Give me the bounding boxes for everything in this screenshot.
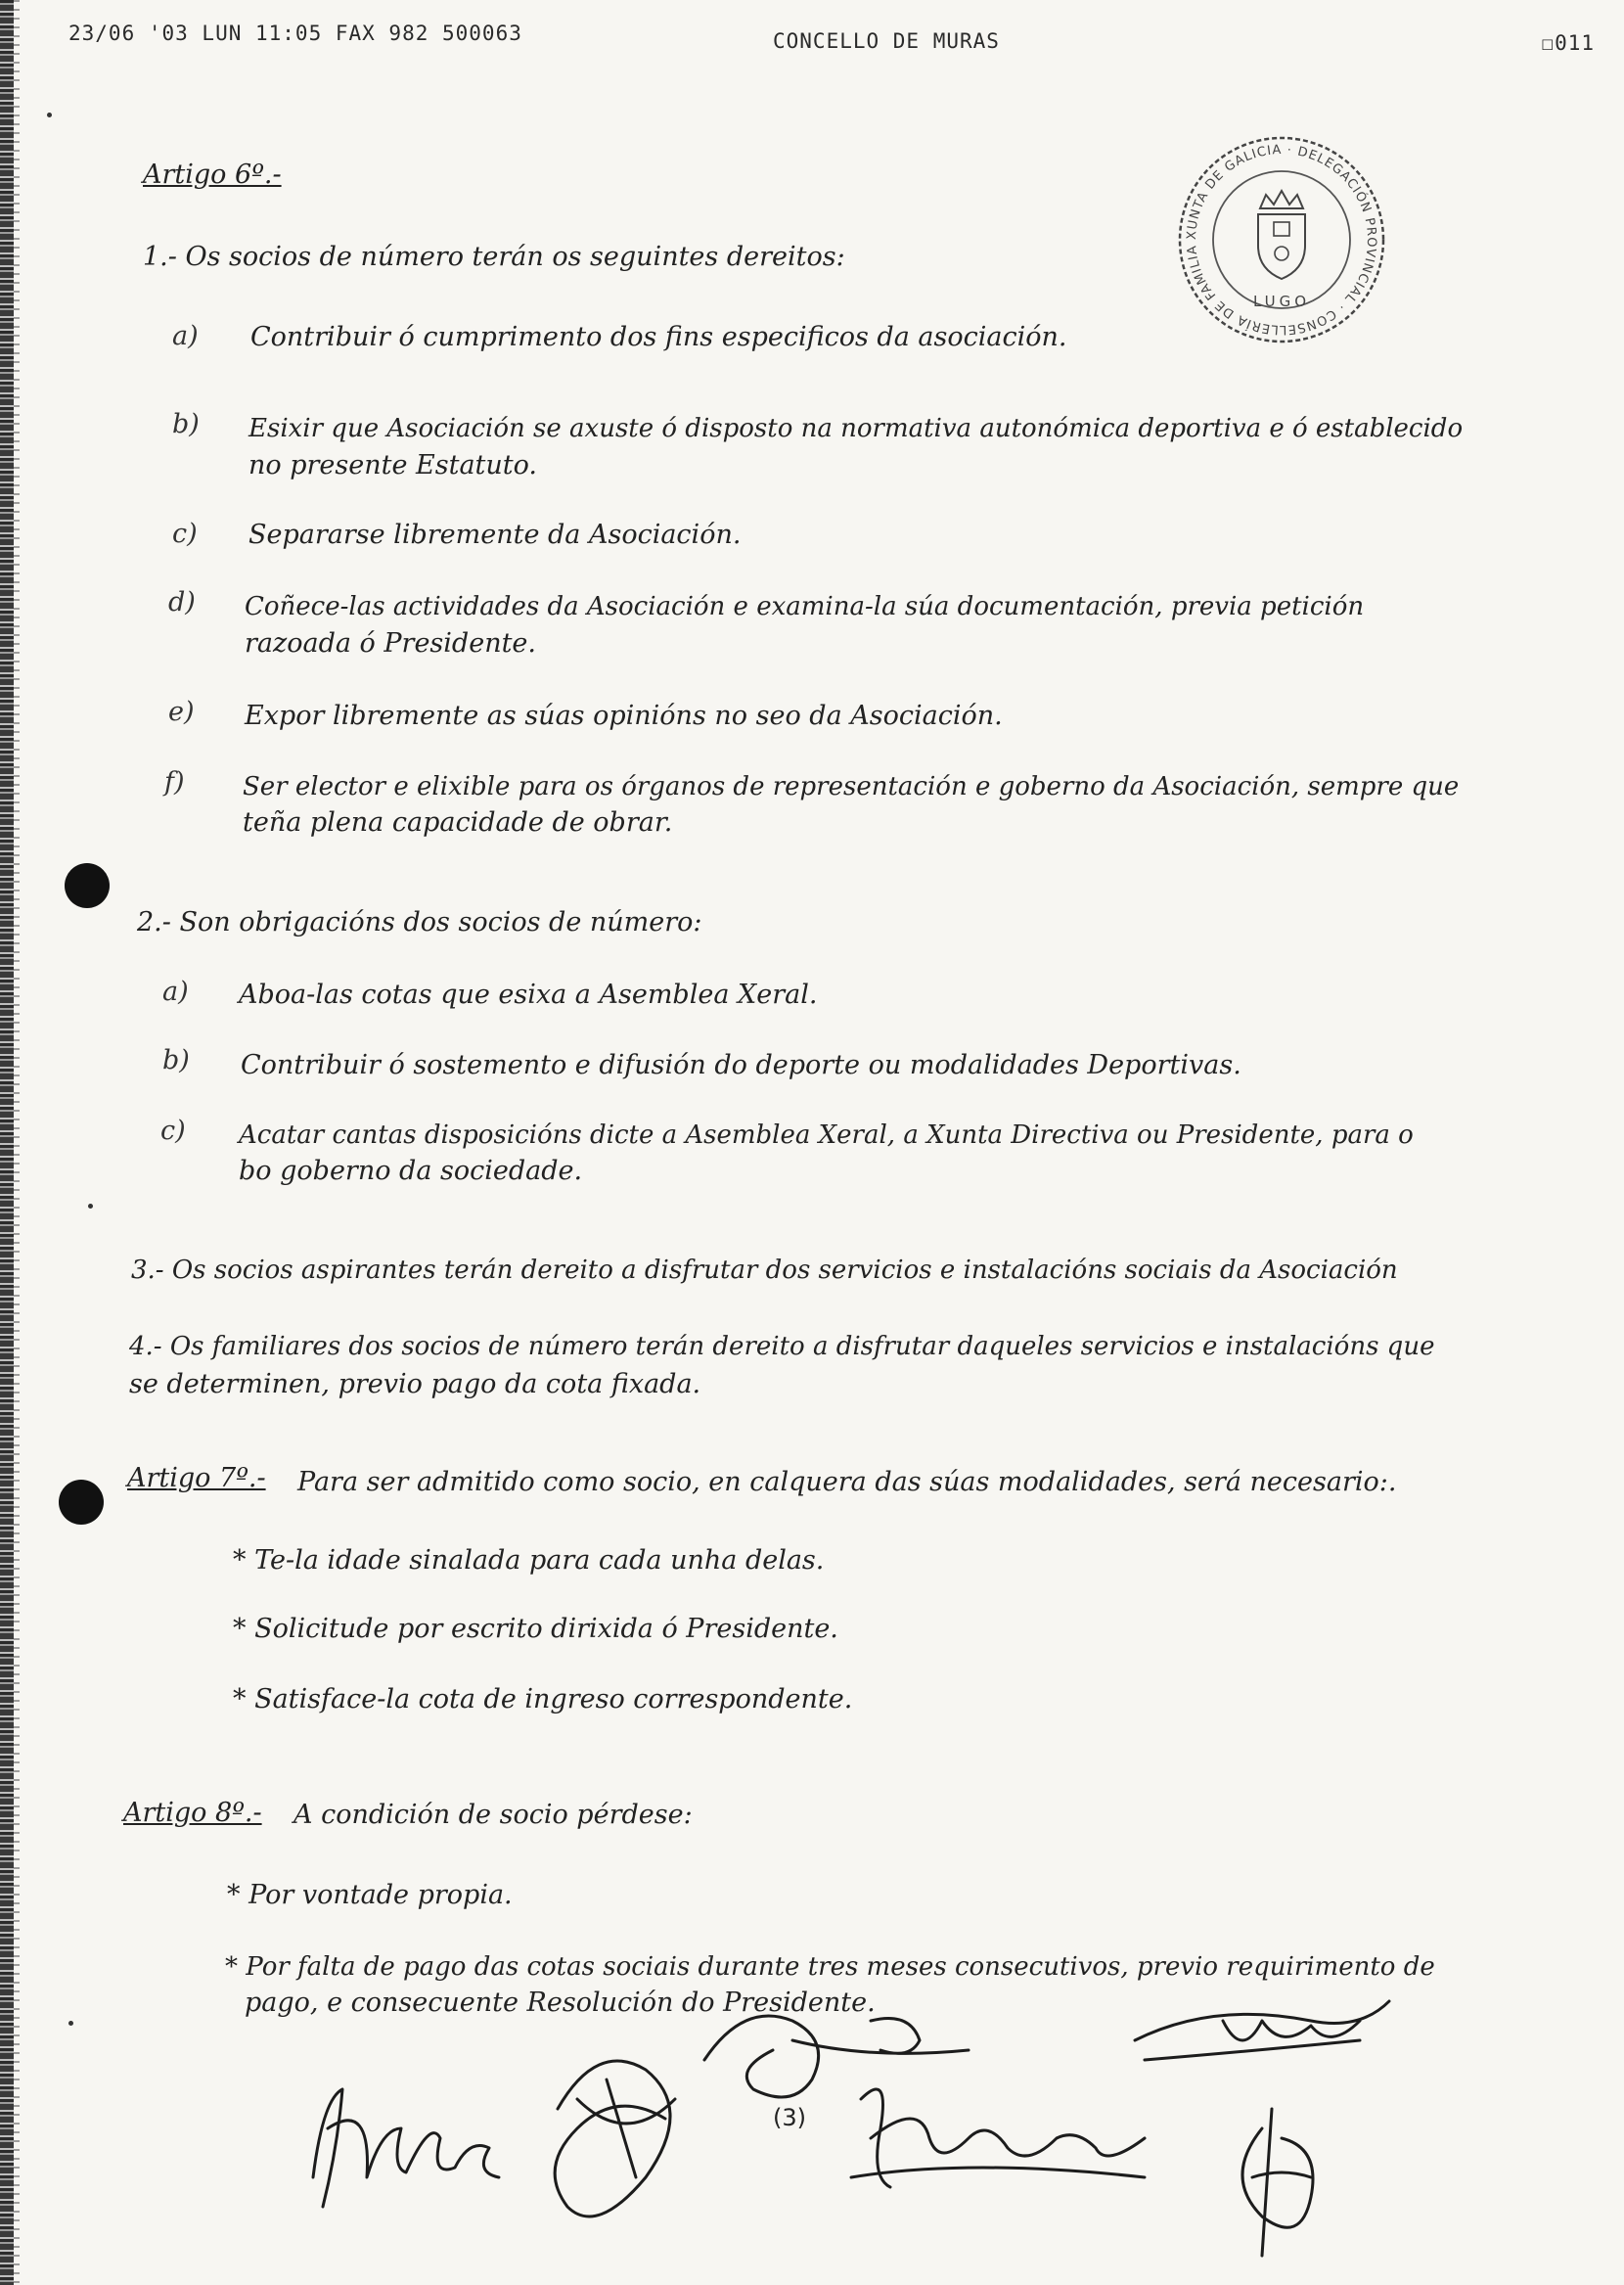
section-2-title: 2.- Son obrigacións dos socios de número: — [137, 907, 702, 937]
article-7-item: * Te-la idade sinalada para cada unha delas. — [233, 1545, 825, 1576]
right-f-line-2: teña plena capacidade de obrar. — [243, 807, 673, 838]
article-8-item: * Por falta de pago das cotas sociais durante tres meses consecutivos, previo requirimento de — [225, 1952, 1435, 1982]
signature-1 — [313, 2089, 499, 2207]
article-7-item: * Satisface-la cota de ingreso correspondente. — [233, 1684, 853, 1714]
obligation-b-line-1: Contribuir ó sostemento e difusión do deporte ou modalidades Deportivas. — [241, 1050, 1241, 1080]
item-marker: d) — [168, 587, 196, 617]
obligation-c-line-1: Acatar cantas disposicións dicte a Asemblea Xeral, a Xunta Directiva ou Presidente, para o — [239, 1120, 1414, 1150]
item-marker: b) — [162, 1045, 190, 1075]
punch-hole-top — [65, 863, 110, 908]
article-6-heading: Artigo 6º.- — [143, 160, 282, 190]
item-marker: a) — [162, 977, 189, 1007]
signature-6 — [1242, 2109, 1313, 2256]
section-4-line-1: 4.- Os familiares dos socios de número terán dereito a disfrutar daqueles servicios e instalacións que — [129, 1332, 1435, 1361]
signature-2 — [555, 2061, 675, 2216]
obligation-a-line-1: Aboa-las cotas que esixa a Asemblea Xeral. — [239, 980, 818, 1010]
scan-edge — [0, 0, 14, 2285]
right-a-line-1: Contribuir ó cumprimento dos fins especificos da asociación. — [250, 322, 1067, 352]
page-number: (3) — [773, 2104, 806, 2131]
scan-speck — [68, 2021, 73, 2026]
right-d-line-1: Coñece-las actividades da Asociación e examina-la súa documentación, previa petición — [245, 592, 1365, 621]
fax-page-code: ☐011 — [1541, 31, 1595, 55]
scan-speck — [47, 113, 52, 117]
signature-4 — [851, 2089, 1145, 2187]
item-marker: e) — [168, 697, 195, 727]
fax-page-number: 011 — [1555, 31, 1595, 55]
signature-5 — [1135, 2001, 1389, 2060]
article-8-heading: Artigo 8º.- — [123, 1798, 262, 1828]
article-7-item: * Solicitude por escrito dirixida ó Presidente. — [233, 1614, 838, 1644]
article-8-item: * Por vontade propia. — [227, 1880, 513, 1910]
article-8-item-continued: pago, e consecuente Resolución do Presidente. — [245, 1988, 876, 2018]
stamp-seal-icon — [1174, 132, 1389, 347]
punch-hole-bottom — [59, 1480, 104, 1525]
item-marker: c) — [172, 519, 198, 549]
stamp-city: LUGO — [1252, 293, 1311, 310]
fax-transmission-line: 23/06 '03 LUN 11:05 FAX 982 500063 — [68, 22, 522, 45]
item-marker: a) — [172, 321, 199, 351]
right-d-line-2: razoada ó Presidente. — [245, 628, 536, 659]
scan-edge-noise — [14, 0, 20, 2285]
article-7-heading: Artigo 7º.- — [127, 1463, 266, 1493]
scan-speck — [88, 1204, 93, 1209]
article-7-intro: Para ser admitido como socio, en calquera das súas modalidades, será necesario:. — [297, 1467, 1397, 1497]
section-4-line-2: se determinen, previo pago da cota fixada. — [129, 1369, 701, 1399]
section-1-title: 1.- Os socios de número terán os seguintes dereitos: — [143, 242, 845, 272]
right-c-line-1: Separarse libremente da Asociación. — [248, 520, 742, 550]
svg-text:XUNTA DE GALICIA · DELEGACIÓN: XUNTA DE GALICIA · DELEGACIÓN PROVINCIAL · CONSELLERÍA DE FAMILIA — [1184, 142, 1379, 338]
item-marker: c) — [160, 1116, 186, 1146]
right-b-line-2: no presente Estatuto. — [248, 450, 537, 480]
section-3: 3.- Os socios aspirantes terán dereito a disfrutar dos servicios e instalacións sociais da Asociación — [131, 1256, 1398, 1285]
signatures — [284, 1982, 1556, 2265]
article-8-intro: A condición de socio pérdese: — [293, 1800, 693, 1830]
right-f-line-1: Ser elector e elixible para os órganos de representación e goberno da Asociación, sempre que — [243, 772, 1460, 801]
fax-sender: CONCELLO DE MURAS — [773, 29, 1000, 53]
right-e-line-1: Expor libremente as súas opinións no seo da Asociación. — [245, 701, 1003, 731]
item-marker: b) — [172, 409, 200, 439]
official-stamp — [1174, 132, 1389, 347]
signature-3 — [704, 2016, 969, 2097]
obligation-c-line-2: bo goberno da sociedade. — [239, 1156, 583, 1186]
fax-header — [68, 22, 1595, 61]
right-b-line-1: Esixir que Asociación se axuste ó disposto na normativa autonómica deportiva e ó establecido — [248, 414, 1464, 443]
item-marker: f) — [164, 767, 185, 798]
